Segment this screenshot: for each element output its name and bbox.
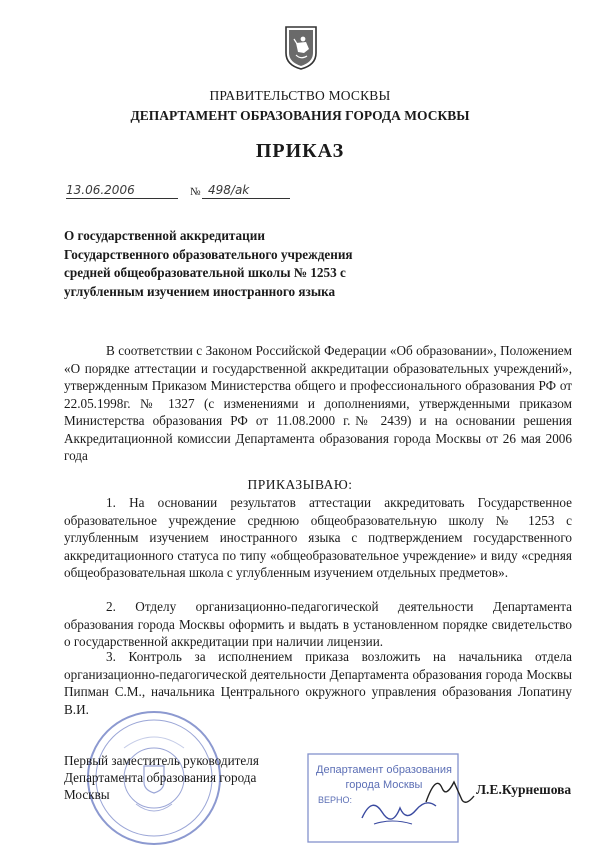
order-item-2: 2. Отделу организационно-педагогической деятельности Департамента образования города Москвы оформить и выдать в установленном порядке свидетельство о государственной аккредитации при наличии лицензии. xyxy=(64,599,572,649)
order-number: 498/ak xyxy=(208,183,250,197)
handwritten-signature xyxy=(418,770,478,810)
order-item-1: 1. На основании результатов аттестации аккредитовать Государственное образовательное учреждение среднюю общеобразовательную школу № 1253 с углубленным изучением иностранного языка с подтверждением государственного аккредитационного статуса по типу «общеобразовательное учреждение» и виду «средняя общеобразовательная школа с углубленным изучением отдельных предметов». xyxy=(64,495,572,580)
number-underline xyxy=(202,198,290,199)
order-item-3: 3. Контроль за исполнением приказа возложить на начальника отдела организационно-педагогической деятельности Департамента образования города Москвы Пипман С.М., начальника Центрального окружного управления образования Лопатину В.И. xyxy=(64,649,572,717)
signer-name: Л.Е.Курнешова xyxy=(476,782,572,797)
order-heading: ПРИКАЗЫВАЮ: xyxy=(247,477,353,492)
department-name: ДЕПАРТАМЕНТ ОБРАЗОВАНИЯ ГОРОДА МОСКВЫ xyxy=(130,108,470,123)
stamp-line-1: Департамент образования xyxy=(316,764,452,776)
document-type: ПРИКАЗ xyxy=(255,140,345,162)
moscow-coat-of-arms-icon xyxy=(284,25,318,71)
date-underline xyxy=(66,198,178,199)
order-subject: О государственной аккредитации Государственного образовательного учреждения средней общеобразовательной школы № 1253 с углубленным изучением иностранного языка xyxy=(64,228,353,299)
number-label: № xyxy=(190,186,201,198)
stamp-line-2: города Москвы xyxy=(345,779,423,791)
stamp-line-3: ВЕРНО: xyxy=(318,795,353,805)
preamble-paragraph: В соответствии с Законом Российской Федерации «Об образовании», Положением «О порядке аттестации и государственной аккредитации образовательных учреждений», утвержденным Приказом Министерства общего и профессионального образования РФ от 22.05.1998г. № 1327 (с изменениями и дополнениями, утвержденными приказом Министерства образования РФ от 11.08.2000 г.№ 2439) и на основании решения Аккредитационной комиссии Департамента образования города Москвы от 26 мая 2006 года xyxy=(64,343,572,463)
signer-position: Первый заместитель руководителя Департамента образования города Москвы xyxy=(64,753,259,802)
government-name: ПРАВИТЕЛЬСТВО МОСКВЫ xyxy=(209,88,391,103)
order-date: 13.06.2006 xyxy=(66,183,135,197)
